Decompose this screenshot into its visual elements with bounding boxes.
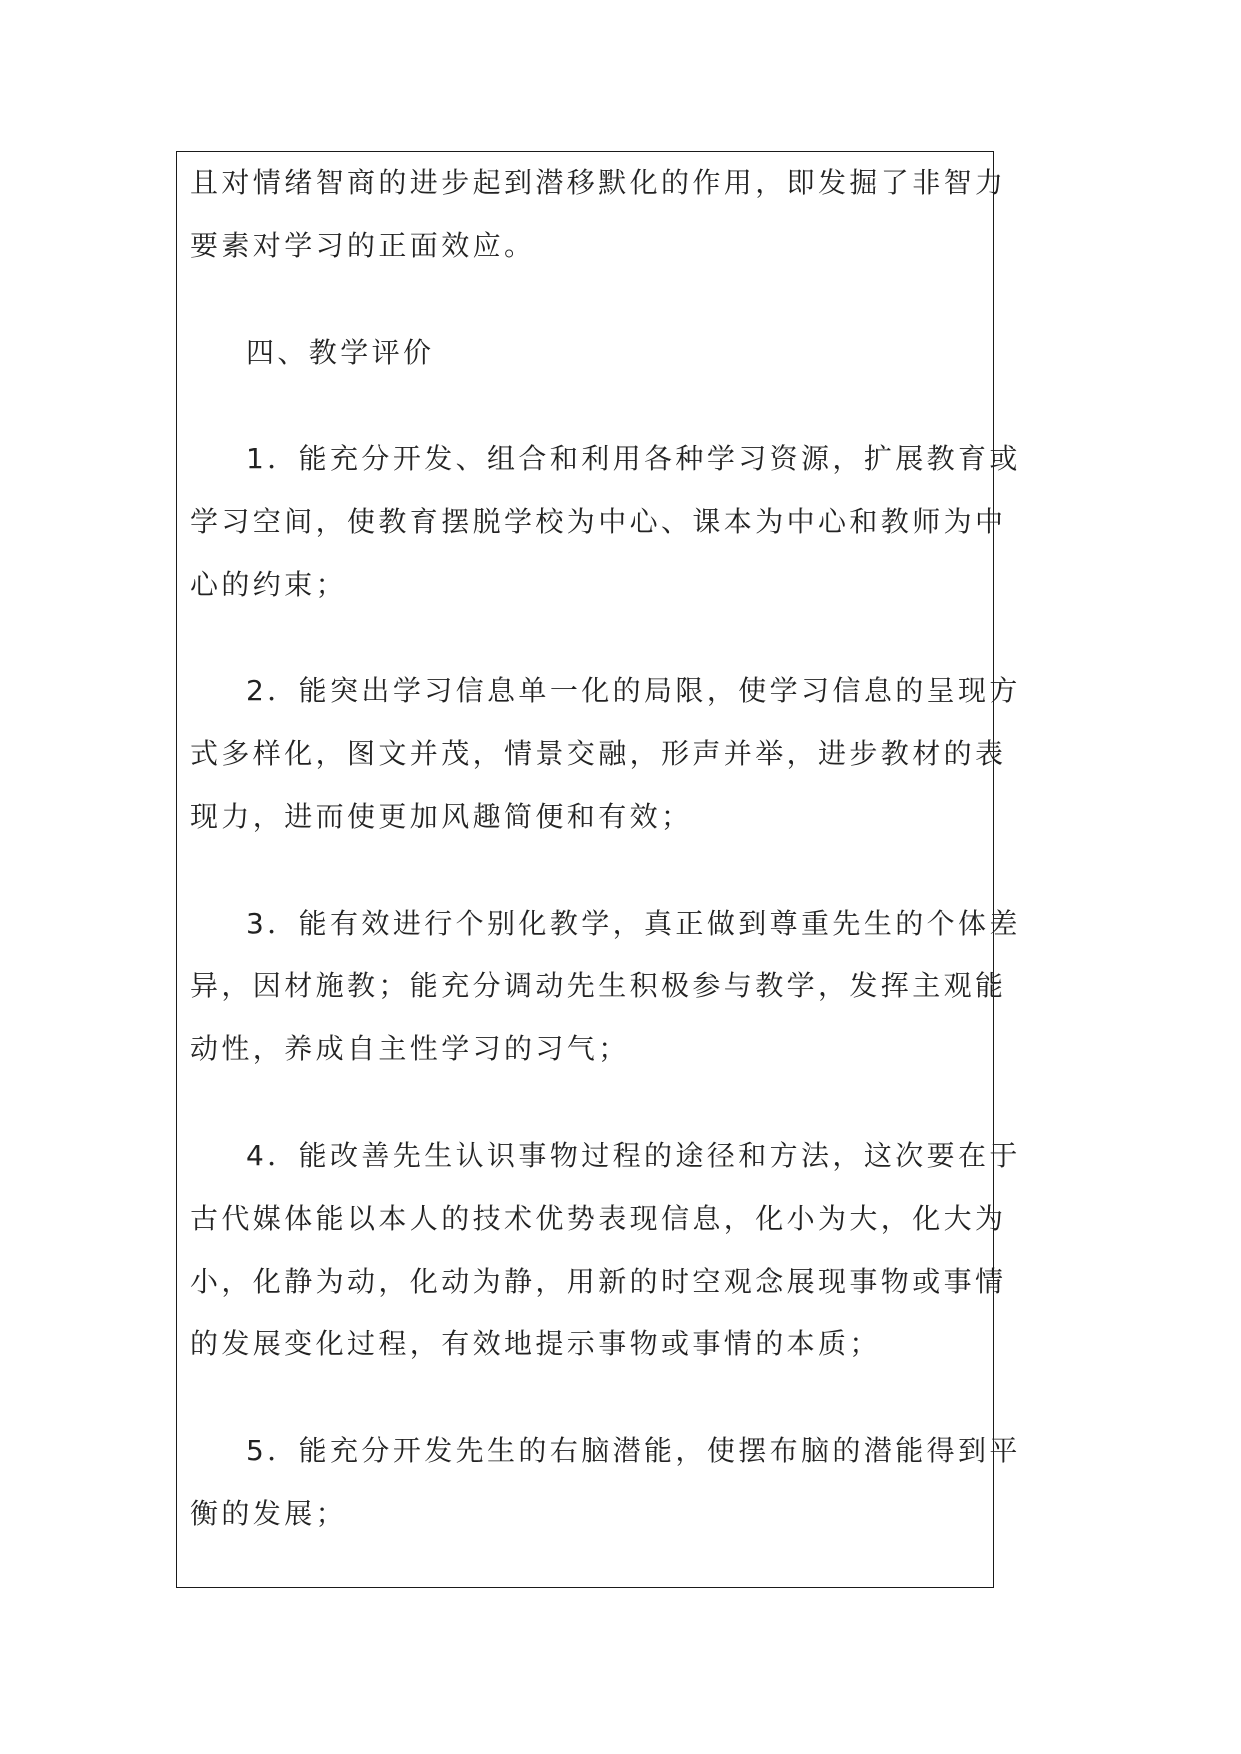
item-3-line-3: 动性，养成自主性学习的习气； (190, 1032, 630, 1065)
intro-line-2: 要素对学习的正面效应。 (190, 229, 536, 262)
item-1-line-2: 学习空间，使教育摆脱学校为中心、课本为中心和教师为中 (190, 505, 1007, 538)
item-4-line-2: 古代媒体能以本人的技术优势表现信息，化小为大，化大为 (190, 1202, 1007, 1235)
item-1-line-1: 1．能充分开发、组合和利用各种学习资源，扩展教育或 (246, 442, 1021, 475)
intro-line-1: 且对情绪智商的进步起到潜移默化的作用，即发掘了非智力 (190, 166, 1007, 199)
item-5-line-1: 5．能充分开发先生的右脑潜能，使摆布脑的潜能得到平 (246, 1434, 1021, 1467)
item-2-line-1: 2．能突出学习信息单一化的局限，使学习信息的呈现方 (246, 674, 1021, 707)
item-1-line-3: 心的约束； (190, 568, 348, 601)
item-2-line-2: 式多样化，图文并茂，情景交融，形声并举，进步教材的表 (190, 737, 1007, 770)
section-heading: 四、教学评价 (246, 336, 435, 369)
item-3-line-2: 异，因材施教；能充分调动先生积极参与教学，发挥主观能 (190, 969, 1007, 1002)
item-3-line-1: 3．能有效进行个别化教学，真正做到尊重先生的个体差 (246, 907, 1021, 940)
item-5-line-2: 衡的发展； (190, 1497, 348, 1530)
item-4-line-4: 的发展变化过程，有效地提示事物或事情的本质； (190, 1327, 881, 1360)
item-4-line-3: 小，化静为动，化动为静，用新的时空观念展现事物或事情 (190, 1265, 1007, 1298)
item-4-line-1: 4．能改善先生认识事物过程的途径和方法，这次要在于 (246, 1139, 1021, 1172)
item-2-line-3: 现力，进而使更加风趣简便和有效； (190, 800, 693, 833)
